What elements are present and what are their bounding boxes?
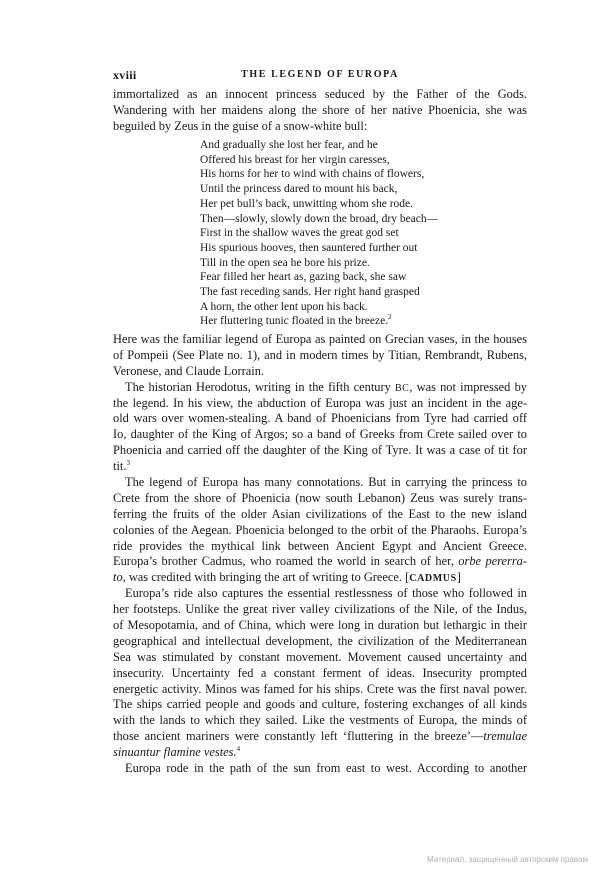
verse-line: Offered his breast for her virgin caresses, <box>200 153 390 166</box>
text-line: beguiled by Zeus in the guise of a snow-white bull: <box>113 118 368 133</box>
text-line: Crete from the shore of Phoenicia (now south Lebanon) Zeus was surely trans- <box>113 490 527 505</box>
text-line: geographical and intellectual development, the civilization of the Mediterranean <box>113 633 527 648</box>
era-abbrev: BC <box>395 382 410 394</box>
text-line: colonies of the Aegean. Phoenicia belonged to the orbit of the Pharaohs. Europa’s <box>113 522 527 537</box>
text-line: old wars over women-stealing. A band of Phoenicians from Tyre had carried off <box>113 411 527 426</box>
footnote-ref: 4 <box>236 745 241 754</box>
text-line: energetic activity. Minos was famed for his ships. Crete was the first naval power. <box>113 681 527 696</box>
verse-line: First in the shallow waves the great god set <box>200 227 399 240</box>
text-line: tit.$^3$ <box>113 459 130 474</box>
text-line: The legend of Europa has many connotations. But in carrying the princess to <box>125 475 527 490</box>
text-line: ride provides the mythical link between Ancient Egypt and Ancient Greece. <box>113 538 527 553</box>
text-line: Europa rode in the path of the sun from east to west. According to another <box>125 761 527 776</box>
cross-reference: CADMUS <box>409 573 457 585</box>
text-line: sinuantur flamine vestes.$^4$ <box>113 745 241 760</box>
verse-line: Then—slowly, slowly down the broad, dry beach— <box>200 212 439 225</box>
footnote-ref: 3 <box>126 459 130 467</box>
verse-line: Until the princess dared to mount his back, <box>200 183 398 196</box>
verse-quotation <box>200 138 460 329</box>
verse-line: The fast receding sands. Her right hand grasped <box>200 286 420 299</box>
intro-paragraph <box>113 87 527 135</box>
text-line: The historian Herodotus, writing in the fifth century BC, was not impressed by <box>125 379 527 394</box>
verse-line: Her pet bull’s back, unwitting whom she rode. <box>200 197 414 210</box>
text-line: with the lands to which they sailed. Like the vestments of Europa, the minds of <box>113 713 527 728</box>
text-line: to, was credited with bringing the art of writing to Greece. [CADMUS] <box>113 570 461 585</box>
text-line: Phoenicia and carried off the daughter of the King of Tyre. It was a case of tit for <box>113 443 527 458</box>
verse-line: And gradually she lost her fear, and he <box>200 139 378 151</box>
verse-line: Fear filled her heart as, gazing back, she saw <box>200 271 407 284</box>
verse-line: His spurious hooves, then sauntered further out <box>200 241 418 254</box>
page-number: xviii <box>113 68 137 82</box>
copyright-watermark: Материал, защищенный авторским правом <box>427 855 588 864</box>
verse-line: Till in the open sea he bore his prize. <box>200 256 370 269</box>
verse-line: A horn, the other lent upon his back. <box>200 300 368 313</box>
running-head <box>113 68 527 84</box>
text-line: those ancient mariners were constantly left ‘fluttering in the breeze’—tremulae <box>113 729 527 744</box>
body-text <box>113 332 527 777</box>
text-line: Sea was stimulated by constant movement. Movement caused uncertainty and <box>113 649 527 664</box>
text-line: of Pompeii (See Plate no. 1), and in modern times by Titian, Rembrandt, Rubens, <box>113 347 527 362</box>
text-line: Europa’s ride also captures the essential restlessness of those who followed in <box>125 586 527 601</box>
text-line: Veronese, and Claude Lorrain. <box>113 363 265 378</box>
verse-line: His horns for her to wind with chains of flowers, <box>200 168 425 181</box>
text-line: of Mesopotamia, and of China, which were long in duration but lethargic in their <box>113 618 527 633</box>
verse-line: Her fluttering tunic floated in the breeze.$^2$ <box>200 313 392 328</box>
text-line: Here was the familiar legend of Europa as painted on Grecian vases, in the houses <box>113 332 527 346</box>
text-line: The ships carried people and goods and culture, fostering exchanges of all kinds <box>113 697 527 712</box>
text-line: ferring the fruits of the older Asian civilizations of the East to the new island <box>113 506 527 521</box>
text-line: Io, daughter of the King of Argos; so a band of Greeks from Crete sailed over to <box>113 427 527 442</box>
text-line: insecurity. Uncertainty fed a constant ferment of ideas. Insecurity prompted <box>113 665 527 680</box>
text-line: Wandering with her maidens along the shore of her native Phoenicia, she was <box>113 102 527 117</box>
footnote-ref: 2 <box>388 313 392 322</box>
text-line: immortalized as an innocent princess seduced by the Father of the Gods. <box>113 87 527 101</box>
text-line: her footsteps. Unlike the great river valley civilizations of the Nile, of the Indus, <box>113 602 527 617</box>
text-line: Europa’s brother Cadmus, who roamed the world in search of her, orbe pererra- <box>113 554 528 569</box>
text-line: the legend. In his view, the abduction of Europa was just an incident in the age- <box>113 395 527 410</box>
running-title: THE LEGEND OF EUROPA <box>241 69 399 80</box>
